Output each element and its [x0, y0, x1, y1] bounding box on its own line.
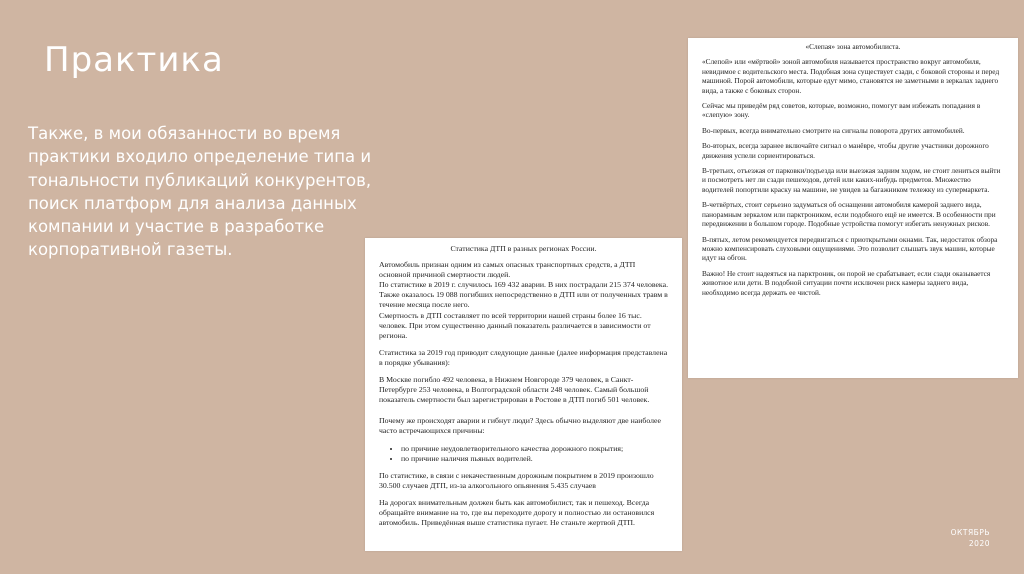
- slide-title: Практика: [44, 40, 224, 80]
- paragraph: В-четвёртых, стоит серьезно задуматься об оснащении автомобиля камерой заднего вида, панорамным зеркалом или парктроником, если подобного ещё не имеется. В особенности при передвижении в большом городе. Подобные устройства помогут избегать ненужных рисков.: [702, 200, 996, 229]
- document-title: «Слепая» зона автомобилиста.: [805, 42, 901, 51]
- slide-footer-date: [951, 527, 990, 549]
- list-item: • по причине наличия пьяных водителей.: [401, 454, 668, 464]
- paragraph: По статистике в 2019 г. случилось 169 432 аварии. В них пострадали 215 374 человека. Также оказалось 19 088 погибших непосредственно в ДТП или от полученных травм в течение месяца после него.: [379, 280, 669, 310]
- paragraph: «Слепой» или «мёртвой» зоной автомобиля называется пространство вокруг автомобиля, невидимое с водительского места. Подобная зона существует сзади, с боковой стороны и перед машиной. Порой автомобили, которые едут мимо, становятся не заметными в зеркалах заднего вида, а также с боковых сторон.: [702, 57, 1000, 95]
- paragraph: Сейчас мы приведём ряд советов, которые, возможно, помогут вам избежать попадания в «слепую» зону.: [702, 101, 981, 120]
- paragraph: Статистика за 2019 год приводит следующие данные (далее информация представлена в порядке убывания):: [379, 347, 668, 367]
- document-page-dtp-statistics: [365, 238, 682, 551]
- bullet-list: [379, 444, 668, 464]
- slide-body-text: Также, в мои обязанности во время практики входило определение типа и тональности публикаций конкурентов, поиск платформ для анализа данных компании и участие в разработке корпоративной газеты.: [28, 124, 372, 260]
- paragraph: В Москве погибло 492 человека, в Нижнем Новгороде 379 человек, в Санкт-Петербурге 253 человека, в Волгоградской области 248 человек. Самый большой показатель смертности был зарегистрирован в Ростове в ДТП погиб 501 человек.: [379, 375, 650, 405]
- paragraph: Во-первых, всегда внимательно смотрите на сигналы поворота других автомобилей.: [702, 125, 965, 135]
- footer-year: 2020: [968, 539, 990, 548]
- list-item: • по причине неудовлетворительного качества дорожного покрытия;: [401, 444, 668, 454]
- paragraph: На дорогах внимательным должен быть как автомобилист, так и пешеход. Всегда обращайте внимание на то, где вы переходите дорогу и полностью ли остановился автомобиль. Приведённая выше статистика пугает. Не станьте жертвой ДТП.: [379, 497, 655, 528]
- paragraph: Во-вторых, всегда заранее включайте сигнал о манёвре, чтобы другие участники дорожного движения успели сориентироваться.: [702, 141, 989, 160]
- paragraph: Смертность в ДТП составляет по всей территории нашей страны более 16 тыс. человек. При этом существенно данный показатель различается в зависимости от региона.: [379, 310, 651, 340]
- footer-month: ОКТЯБРЬ: [950, 528, 990, 537]
- document-title: Статистика ДТП в разных регионах России.: [450, 244, 597, 253]
- document-page-blind-zone: [688, 38, 1018, 378]
- paragraph: В-третьих, отъезжая от парковки/подъезда или выезжая задним ходом, не стоит лениться выйти и посмотреть нет ли сзади пешеходов, детей или каких-нибудь предметов. Множество водителей попортили краску на машине, не увидев за багажником тележку из супермаркета.: [702, 166, 1001, 194]
- paragraph: Автомобиль признан одним из самых опасных транспортных средств, а ДТП основной причиной смертности людей.: [379, 260, 636, 280]
- paragraph: Почему же происходят аварии и гибнут люди? Здесь обычно выделяют две наиболее часто встречающихся причины:: [379, 416, 661, 436]
- paragraph: Важно! Не стоит надеяться на парктроник, он порой не срабатывает, если сзади оказывается животное или дети. В подобной ситуации почти исключен риск камеры заднего вида, необходимо всегда держать ее чистой.: [702, 268, 991, 297]
- paragraph: В-пятых, летом рекомендуется передвигаться с приоткрытыми окнами. Так, недостаток обзора можно компенсировать слуховыми ощущениями. Это позволит слышать звук машин, которые идут на обгон.: [702, 234, 998, 263]
- paragraph: По статистике, в связи с некачественным дорожным покрытием в 2019 произошло 30.500 случаев ДТП, из-за алкогольного опьянения 5.435 случаев: [379, 470, 654, 490]
